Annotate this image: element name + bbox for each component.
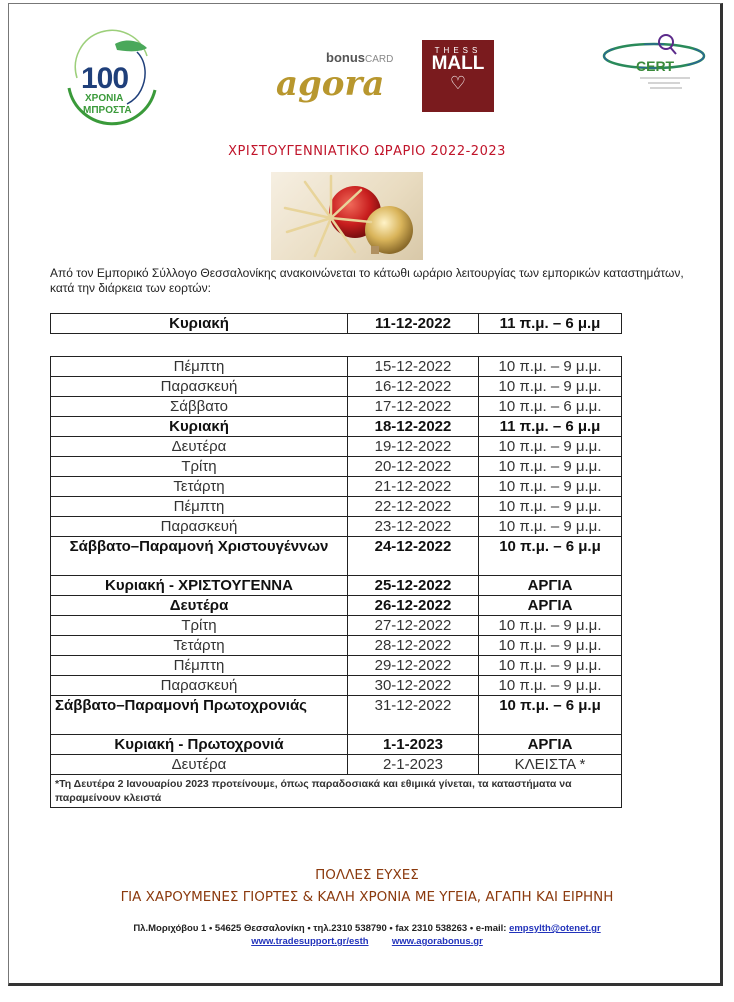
christmas-ornaments-icon (271, 172, 423, 260)
day-cell: Τρίτη (51, 616, 348, 636)
agora-logo-bonus: bonusCARD (326, 50, 394, 65)
day-cell: Κυριακή (51, 417, 348, 437)
hours-cell: 10 π.μ. – 9 μ.μ. (479, 656, 622, 676)
contact-line2 (0, 935, 734, 948)
date-cell: 20-12-2022 (348, 457, 479, 477)
hours-cell: 11 π.μ. – 6 μ.μ (479, 417, 622, 437)
date-cell: 31-12-2022 (348, 696, 479, 735)
hours-cell: 10 π.μ. – 6 μ.μ (479, 696, 622, 735)
hours-cell: 10 π.μ. – 6 μ.μ. (479, 397, 622, 417)
cert-logo (600, 28, 712, 96)
hours-cell: 10 π.μ. – 9 μ.μ. (479, 616, 622, 636)
table-row (51, 397, 622, 417)
day-cell: Τετάρτη (51, 636, 348, 656)
cert-logo-name: CERT (636, 58, 675, 74)
table-row (51, 357, 622, 377)
date-cell: 17-12-2022 (348, 397, 479, 417)
schedule-table (50, 356, 622, 808)
footnote-row (51, 775, 622, 808)
table-row (51, 616, 622, 636)
date-cell: 24-12-2022 (348, 537, 479, 576)
hours-cell: ΚΛΕΙΣΤΑ * (479, 755, 622, 775)
date-cell: 1-1-2023 (348, 735, 479, 755)
table-row (51, 314, 622, 334)
date-cell: 29-12-2022 (348, 656, 479, 676)
intro-paragraph: Από τον Εμπορικό Σύλλογο Θεσσαλονίκης ανακοινώνεται το κάτωθι ωράριο λειτουργίας των εμπορικών καταστημάτων, κατά την διάρκεια των εορτών: (50, 266, 684, 295)
hours-cell: 10 π.μ. – 6 μ.μ (479, 537, 622, 576)
date-cell: 22-12-2022 (348, 497, 479, 517)
table-row (51, 457, 622, 477)
day-cell: Πέμπτη (51, 497, 348, 517)
date-cell: 11-12-2022 (348, 314, 479, 334)
hours-cell: 10 π.μ. – 9 μ.μ. (479, 377, 622, 397)
hours-cell: 10 π.μ. – 9 μ.μ. (479, 477, 622, 497)
date-cell: 23-12-2022 (348, 517, 479, 537)
date-cell: 21-12-2022 (348, 477, 479, 497)
tradesupport-link[interactable]: www.tradesupport.gr/esth (251, 936, 369, 947)
table-row (51, 696, 622, 735)
hours-cell: 10 π.μ. – 9 μ.μ. (479, 517, 622, 537)
schedule-table-body (51, 357, 622, 775)
christmas-ornament-image (271, 172, 423, 260)
agora-bonus-card-logo (272, 50, 394, 110)
contact-line1 (0, 922, 734, 935)
day-cell: Σάββατο–Παραμονή Πρωτοχρονιάς (51, 696, 348, 735)
association-logo-line1: ΧΡΟΝΙΑ (85, 93, 124, 104)
email-link[interactable]: empsylth@otenet.gr (509, 923, 601, 934)
date-cell: 16-12-2022 (348, 377, 479, 397)
date-cell: 15-12-2022 (348, 357, 479, 377)
day-cell: Δευτέρα (51, 755, 348, 775)
day-cell: Πέμπτη (51, 357, 348, 377)
hours-cell: 10 π.μ. – 9 μ.μ. (479, 437, 622, 457)
hours-cell: ΑΡΓΙΑ (479, 576, 622, 596)
table-row (51, 735, 622, 755)
day-cell: Παρασκευή (51, 517, 348, 537)
association-logo-line2: ΜΠΡΟΣΤΑ (83, 105, 132, 116)
day-cell: Σάββατο–Παραμονή Χριστουγέννων (51, 537, 348, 576)
table-row (51, 676, 622, 696)
date-cell: 2-1-2023 (348, 755, 479, 775)
table-row (51, 576, 622, 596)
thess-mall-logo (422, 40, 494, 112)
table-row (51, 417, 622, 437)
date-cell: 27-12-2022 (348, 616, 479, 636)
table-row (51, 755, 622, 775)
day-cell: Παρασκευή (51, 676, 348, 696)
wishes-block (0, 864, 734, 908)
table-row (51, 636, 622, 656)
wishes-line1: ΠΟΛΛΕΣ ΕΥΧΕΣ (315, 867, 419, 883)
date-cell: 30-12-2022 (348, 676, 479, 696)
day-cell: Τρίτη (51, 457, 348, 477)
table-row (51, 377, 622, 397)
day-cell: Κυριακή - Πρωτοχρονιά (51, 735, 348, 755)
hours-cell: 10 π.μ. – 9 μ.μ. (479, 497, 622, 517)
heart-icon: ♡ (449, 73, 467, 93)
day-cell: Δευτέρα (51, 437, 348, 457)
date-cell: 18-12-2022 (348, 417, 479, 437)
hours-cell: ΑΡΓΙΑ (479, 596, 622, 616)
day-cell: Παρασκευή (51, 377, 348, 397)
thess-mall-logo-line1: THESS (434, 46, 482, 55)
association-logo-number: 100 (81, 62, 129, 95)
schedule-table-first (50, 313, 622, 334)
date-cell: 26-12-2022 (348, 596, 479, 616)
page-title: ΧΡΙΣΤΟΥΓΕΝΝΙΑΤΙΚΟ ΩΡΑΡΙΟ 2022-2023 (228, 144, 506, 159)
contact-address: Πλ.Μοριχόβου 1 • 54625 Θεσσαλονίκη • τηλ.2310 538790 • fax 2310 538263 • e-mail: (133, 923, 510, 934)
table-row (51, 537, 622, 576)
contact-block (0, 922, 734, 948)
hours-cell: 10 π.μ. – 9 μ.μ. (479, 357, 622, 377)
date-cell: 19-12-2022 (348, 437, 479, 457)
table-row (51, 596, 622, 616)
hours-cell: ΑΡΓΙΑ (479, 735, 622, 755)
day-cell: Κυριακή (51, 314, 348, 334)
day-cell: Δευτέρα (51, 596, 348, 616)
hours-cell: 10 π.μ. – 9 μ.μ. (479, 636, 622, 656)
date-cell: 28-12-2022 (348, 636, 479, 656)
table-row (51, 437, 622, 457)
association-100-years-logo (55, 18, 165, 128)
hours-cell: 10 π.μ. – 9 μ.μ. (479, 457, 622, 477)
day-cell: Τετάρτη (51, 477, 348, 497)
day-cell: Κυριακή - ΧΡΙΣΤΟΥΓΕΝΝΑ (51, 576, 348, 596)
day-cell: Σάββατο (51, 397, 348, 417)
day-cell: Πέμπτη (51, 656, 348, 676)
footnote-text: *Τη Δευτέρα 2 Ιανουαρίου 2023 προτείνουμε, όπως παραδοσιακά και εθιμικά γίνεται, τα καταστήματα να παραμείνουν κλειστά (51, 775, 622, 808)
wishes-line2: ΓΙΑ ΧΑΡΟΥΜΕΝΕΣ ΓΙΟΡΤΕΣ & ΚΑΛΗ ΧΡΟΝΙΑ ΜΕ ΥΓΕΙΑ, ΑΓΑΠΗ ΚΑΙ ΕΙΡΗΝΗ (120, 889, 614, 905)
hours-cell: 10 π.μ. – 9 μ.μ. (479, 676, 622, 696)
table-row (51, 656, 622, 676)
thess-mall-logo-line2: MALL (431, 53, 485, 74)
date-cell: 25-12-2022 (348, 576, 479, 596)
table-row (51, 497, 622, 517)
table-row (51, 477, 622, 497)
table-row (51, 517, 622, 537)
agorabonus-link[interactable]: www.agorabonus.gr (391, 936, 483, 947)
agora-logo-name: agora (276, 64, 385, 104)
hours-cell: 11 π.μ. – 6 μ.μ (479, 314, 622, 334)
